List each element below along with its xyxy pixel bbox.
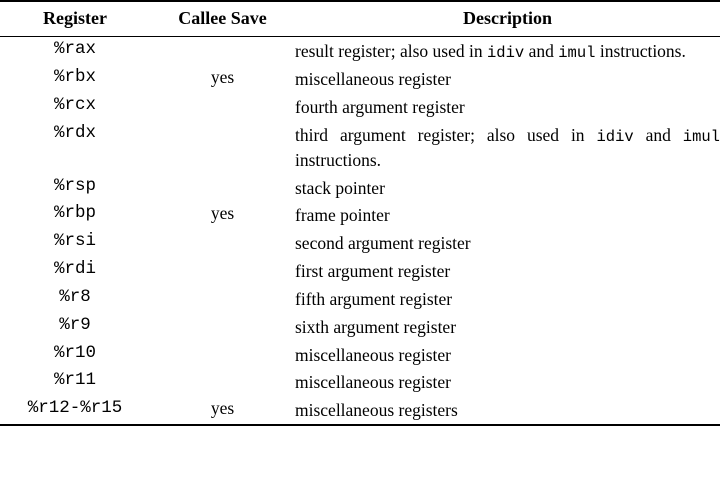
- callee-save-value: [150, 341, 295, 369]
- table-row: [0, 121, 720, 174]
- description-text: [295, 289, 452, 309]
- description-text: [295, 41, 686, 61]
- table-row: [0, 37, 720, 66]
- callee-save-value: yes: [210, 67, 235, 87]
- instruction-mnemonic: idiv: [486, 44, 525, 62]
- table-row: [0, 93, 720, 121]
- callee-save-value: [150, 368, 295, 396]
- table-header: [0, 1, 720, 37]
- callee-save-value: [150, 285, 295, 313]
- description-fragment: second argument register: [295, 233, 471, 254]
- instruction-mnemonic: imul: [558, 44, 596, 62]
- register-description: [295, 285, 720, 313]
- description-fragment: miscellaneous register: [295, 372, 451, 393]
- callee-save-value: [150, 37, 295, 66]
- callee-save-value: [150, 121, 295, 174]
- table-row: [0, 174, 720, 202]
- register-name: %rdi: [53, 259, 96, 280]
- callee-save-value: [150, 174, 295, 202]
- description-text: [295, 125, 720, 170]
- description-fragment: fourth argument register: [295, 96, 465, 117]
- table-body: [0, 37, 720, 426]
- register-name: %r9: [59, 314, 91, 335]
- description-fragment: miscellaneous register: [295, 344, 451, 365]
- column-header-callee-save: Callee Save: [178, 8, 267, 28]
- description-text: [295, 97, 465, 117]
- register-description: [295, 201, 720, 229]
- description-text: [295, 261, 450, 281]
- callee-save-value: yes: [210, 203, 235, 224]
- description-fragment: and: [633, 124, 683, 145]
- column-header-register: Register: [43, 8, 107, 28]
- description-text: [295, 69, 451, 89]
- register-name: %rax: [53, 39, 96, 59]
- description-fragment: stack pointer: [295, 177, 385, 198]
- instruction-mnemonic: idiv: [596, 127, 634, 146]
- table-row: [0, 257, 720, 285]
- table-row: [0, 65, 720, 93]
- table-row: [0, 201, 720, 229]
- description-fragment: and: [524, 41, 559, 61]
- description-text: [295, 178, 385, 198]
- description-text: [295, 317, 456, 337]
- description-text: [295, 372, 451, 392]
- register-description: [295, 341, 720, 369]
- register-description: [295, 174, 720, 202]
- register-name: %r11: [53, 370, 96, 391]
- description-text: [295, 345, 451, 365]
- callee-save-value: [150, 229, 295, 257]
- description-text: [295, 400, 458, 420]
- description-fragment: result register; also used in: [295, 41, 487, 61]
- register-name: %rsp: [53, 175, 96, 196]
- table-row: [0, 313, 720, 341]
- register-description: [295, 257, 720, 285]
- callee-save-value: [150, 313, 295, 341]
- register-name: %rcx: [53, 94, 96, 115]
- register-name: %r8: [59, 286, 91, 307]
- register-name: %r10: [53, 342, 96, 363]
- register-name: %r12-%r15: [27, 398, 123, 419]
- callee-save-value: [150, 257, 295, 285]
- register-name: %rbx: [53, 67, 96, 87]
- description-fragment: sixth argument register: [295, 316, 457, 337]
- callee-save-value: [150, 93, 295, 121]
- description-fragment: frame pointer: [295, 205, 390, 226]
- instruction-mnemonic: imul: [682, 127, 720, 146]
- register-name: %rbp: [53, 203, 96, 224]
- table-row: [0, 396, 720, 425]
- table-row: [0, 368, 720, 396]
- register-description: [295, 313, 720, 341]
- register-description: [295, 37, 720, 66]
- callee-save-value: yes: [210, 398, 235, 419]
- register-description: [295, 93, 720, 121]
- table-header-row: [0, 1, 720, 37]
- description-fragment: first argument register: [295, 261, 451, 282]
- table-row: [0, 341, 720, 369]
- register-name: %rdx: [53, 122, 96, 143]
- table-row: [0, 229, 720, 257]
- description-fragment: third argument register; also used in: [295, 124, 597, 145]
- register-description: [295, 396, 720, 425]
- description-fragment: fifth argument register: [295, 288, 453, 309]
- column-header-description: Description: [463, 8, 552, 28]
- register-description: [295, 368, 720, 396]
- description-text: [295, 205, 390, 225]
- description-fragment: miscellaneous registers: [295, 400, 458, 421]
- description-fragment: miscellaneous register: [295, 69, 451, 89]
- description-fragment: instructions.: [295, 149, 382, 170]
- register-name: %rsi: [53, 231, 96, 252]
- description-text: [295, 233, 471, 253]
- register-description: [295, 121, 720, 174]
- register-description: [295, 229, 720, 257]
- register-description: [295, 65, 720, 93]
- description-fragment: instructions.: [595, 41, 686, 61]
- table-row: [0, 285, 720, 313]
